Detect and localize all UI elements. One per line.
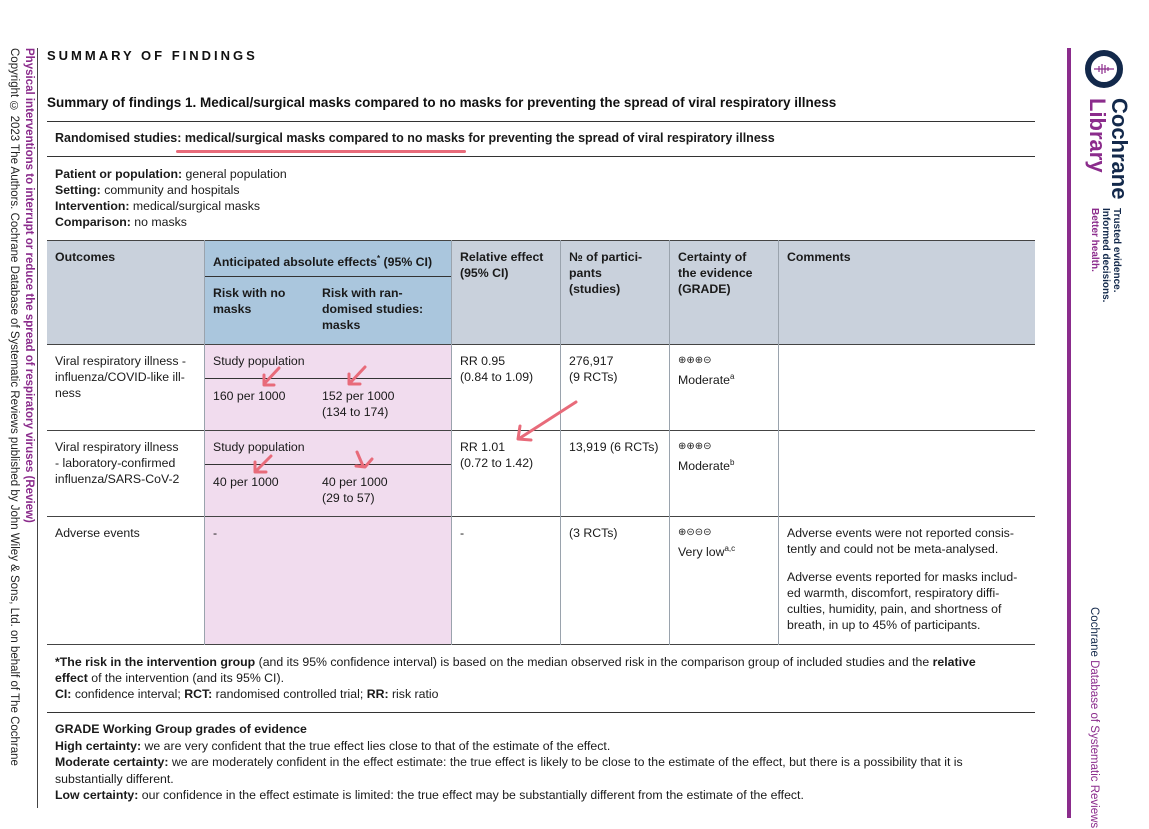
abbr-rct-text: randomised controlled trial; <box>212 687 367 701</box>
annotation-underline <box>176 150 466 153</box>
tagline-line-1: Trusted evidence. <box>1111 208 1122 293</box>
header-relative-2: (95% CI) <box>460 266 509 280</box>
col-divider <box>560 240 561 645</box>
rule-after-randomised <box>47 156 1035 157</box>
row-2-grade-sup: b <box>729 458 735 467</box>
row-1-relative-value: RR 0.95 <box>460 354 506 368</box>
header-certainty-2: the evidence <box>678 266 753 280</box>
pico-block <box>55 166 287 230</box>
row-3-certainty <box>678 525 735 560</box>
row-2-outcome-1: Viral respiratory illness <box>55 440 179 454</box>
population-value: general population <box>185 167 287 181</box>
row-2-risk-masks-value: 40 per 1000 <box>322 475 388 489</box>
row-2-risk-no-masks: 40 per 1000 <box>213 475 279 489</box>
running-header <box>2 48 36 788</box>
comparison-label: Comparison: <box>55 215 131 229</box>
logo-bars-icon <box>1094 63 1114 75</box>
row-2-relative <box>460 439 533 471</box>
row-3-comment-2-line-2: ed warmth, discomfort, respiratory diffi- <box>787 586 1000 600</box>
row-2-outcome <box>55 439 179 487</box>
header-relative <box>460 249 543 281</box>
footnote-risk-bold: The risk in the intervention group <box>59 655 256 669</box>
grade-moderate-label: Moderate certainty: <box>55 755 169 769</box>
row-1-grade: Moderate <box>678 373 730 388</box>
row-2-participants: 13,919 (6 RCTs) <box>569 440 659 454</box>
table-top-rule <box>47 240 1035 241</box>
row-1-participants-value: 276,917 <box>569 354 614 368</box>
header-outcomes: Outcomes <box>55 250 116 264</box>
footnote-star: * <box>55 655 60 669</box>
row-2-study-population: Study population <box>213 440 305 454</box>
brand-name-cochrane: Cochrane <box>1107 98 1132 200</box>
abbr-ci-text: confidence interval; <box>71 687 185 701</box>
row-3-outcome: Adverse events <box>55 526 140 540</box>
row-1-risk-no-masks: 160 per 1000 <box>213 389 286 403</box>
row-3-comment-1-line-1: Adverse events were not reported consis- <box>787 526 1014 540</box>
row-1-outcome-3: ness <box>55 386 81 400</box>
header-anticipated <box>213 251 432 270</box>
row-1-outcome-1: Viral respiratory illness - <box>55 354 186 368</box>
row-3-comments <box>787 525 1032 633</box>
row-3-relative: - <box>460 526 465 540</box>
footnote-effect-text: of the intervention (and its 95% CI). <box>87 671 284 685</box>
row-2-grade-symbols: ⊕⊕⊕⊝ <box>678 441 712 452</box>
footnote-effect-bold: effect <box>55 671 88 685</box>
row-2-outcome-2: - laboratory-confirmed <box>55 456 176 470</box>
right-accent-bar <box>1067 48 1071 818</box>
footnote-risk-text: (and its 95% confidence interval) is based on the median observed risk in the comparison group of included studies and the <box>255 655 933 669</box>
row-3-comment-2-line-4: breath, in up to 45% of participants. <box>787 618 981 632</box>
header-relative-1: Relative effect <box>460 250 544 264</box>
abbr-rr-label: RR: <box>366 687 389 701</box>
header-participants-1: № of partici- <box>569 250 643 264</box>
rule-top <box>47 121 1035 122</box>
header-certainty-3: (GRADE) <box>678 282 731 296</box>
header-anticipated-ci: (95% CI) <box>380 255 433 270</box>
abbr-rr-text: risk ratio <box>388 687 439 701</box>
randomised-title: Randomised studies: medical/surgical masks compared to no masks for preventing the spread of viral respiratory illness <box>55 131 775 145</box>
row-3-comment-2-line-1: Adverse events reported for masks includ- <box>787 570 1018 584</box>
row-3-comment-1-line-2: tently and could not be meta-analysed. <box>787 542 999 556</box>
header-risk-no-masks-2: masks <box>213 302 252 316</box>
footnote-relative-bold: relative <box>932 655 976 669</box>
grade-moderate-text-1: we are moderately confident in the effect estimate: the true effect is likely to be close to the estimate of the effect, but there is a possibility that it is <box>168 755 963 769</box>
row-1-outcome <box>55 353 186 401</box>
tagline-line-2: Informed decisions. <box>1100 208 1111 303</box>
row-2-bottom-rule <box>47 516 1035 517</box>
setting-value: community and hospitals <box>104 183 240 197</box>
row-2-sub-rule <box>204 464 451 465</box>
abbr-ci-label: CI: <box>55 687 72 701</box>
row-2-outcome-3: influenza/SARS-CoV-2 <box>55 472 180 486</box>
header-risk-no-masks-1: Risk with no <box>213 286 286 300</box>
row-1-outcome-2: influenza/COVID-like ill- <box>55 370 185 384</box>
row-1-risk-masks-value: 152 per 1000 <box>322 389 395 403</box>
intervention-value: medical/surgical masks <box>132 199 260 213</box>
header-risk-no-masks <box>213 285 285 317</box>
header-risk-masks <box>322 285 423 333</box>
brand-name-library: Library <box>1085 98 1110 173</box>
intervention-label: Intervention: <box>55 199 130 213</box>
col-divider <box>778 240 779 645</box>
col-divider <box>451 240 452 645</box>
journal-name <box>1087 607 1101 828</box>
section-heading: SUMMARY OF FINDINGS <box>47 48 258 63</box>
sof-title: Summary of findings 1. Medical/surgical masks compared to no masks for preventing the spread of viral respiratory illness <box>47 95 837 110</box>
grade-high-label: High certainty: <box>55 738 142 753</box>
setting-label: Setting: <box>55 183 101 197</box>
header-anticipated-text: Anticipated absolute effects <box>213 255 377 270</box>
row-1-study-population: Study population <box>213 354 305 368</box>
header-sub-rule <box>204 276 451 277</box>
header-participants-2: pants <box>569 266 602 280</box>
header-certainty-1: Certainty of <box>678 250 747 264</box>
header-participants <box>569 249 642 297</box>
grade-high-text: we are very confident that the true effect lies close to that of the estimate of the effect. <box>141 738 611 753</box>
row-1-studies: (9 RCTs) <box>569 370 618 384</box>
header-anticipated-sup: * <box>377 254 381 263</box>
grade-defs-title: GRADE Working Group grades of evidence <box>55 722 307 736</box>
left-rule <box>37 48 38 808</box>
abbr-rct-label: RCT: <box>184 687 213 701</box>
header-certainty <box>678 249 753 297</box>
row-1-sub-rule <box>204 378 451 379</box>
grade-low-label: Low certainty: <box>55 788 139 802</box>
table-footnote <box>55 654 1025 702</box>
header-risk-masks-3: masks <box>322 318 361 332</box>
row-3-anticipated: - <box>213 526 218 540</box>
findings-table <box>47 240 1035 645</box>
journal-name-2: Database of Systematic Reviews <box>1088 660 1100 829</box>
header-bottom-rule <box>47 344 1035 345</box>
header-comments: Comments <box>787 250 851 264</box>
population-label: Patient or population: <box>55 167 183 181</box>
row-3-comment-2-line-3: culties, humidity, pain, and shortness of <box>787 602 1002 616</box>
row-2-risk-masks <box>322 474 388 506</box>
row-1-bottom-rule <box>47 430 1035 431</box>
row-1-risk-masks-ci: (134 to 174) <box>322 405 389 419</box>
rule-before-grade <box>47 712 1035 713</box>
row-1-relative <box>460 353 533 385</box>
copyright-line: Copyright © 2023 The Authors. Cochrane Database of Systematic Reviews published by John Wiley & Sons, Ltd. on behalf of The Cochrane <box>8 48 20 766</box>
grade-moderate-text-2: substantially different. <box>55 771 174 786</box>
grade-low-text: our confidence in the effect estimate is limited: the true effect may be substantially different from the estimate of the effect. <box>138 788 804 802</box>
row-3-participants: (3 RCTs) <box>569 526 618 540</box>
row-1-grade-sup: a <box>729 372 735 381</box>
row-3-grade-sup: a,c <box>724 544 736 553</box>
col-divider <box>204 240 205 645</box>
row-2-relative-value: RR 1.01 <box>460 440 506 454</box>
header-participants-3: (studies) <box>569 282 621 296</box>
row-2-certainty <box>678 439 734 474</box>
row-1-risk-masks <box>322 388 394 420</box>
col-divider <box>669 240 670 645</box>
header-risk-masks-1: Risk with ran- <box>322 286 403 300</box>
row-1-relative-ci: (0.84 to 1.09) <box>460 370 534 384</box>
review-title: Physical interventions to interrupt or reduce the spread of respiratory viruses (Review) <box>23 48 35 523</box>
cochrane-logo-icon <box>1085 50 1123 88</box>
journal-name-1: Cochrane <box>1088 607 1100 657</box>
row-2-grade: Moderate <box>678 459 730 474</box>
brand-tagline <box>1089 208 1122 302</box>
row-1-participants <box>569 353 618 385</box>
comparison-value: no masks <box>134 215 187 229</box>
row-1-grade-symbols: ⊕⊕⊕⊝ <box>678 355 712 366</box>
row-1-certainty <box>678 353 734 388</box>
tagline-line-3: Better health. <box>1089 208 1100 272</box>
row-3-grade-symbols: ⊕⊝⊝⊝ <box>678 527 712 538</box>
row-2-risk-masks-ci: (29 to 57) <box>322 491 375 505</box>
cochrane-library-wordmark <box>1086 98 1130 199</box>
row-3-grade: Very low <box>678 545 725 560</box>
row-2-relative-ci: (0.72 to 1.42) <box>460 456 534 470</box>
table-bottom-rule <box>47 644 1035 645</box>
header-risk-masks-2: domised studies: <box>322 302 424 316</box>
grade-definitions <box>55 721 1025 804</box>
